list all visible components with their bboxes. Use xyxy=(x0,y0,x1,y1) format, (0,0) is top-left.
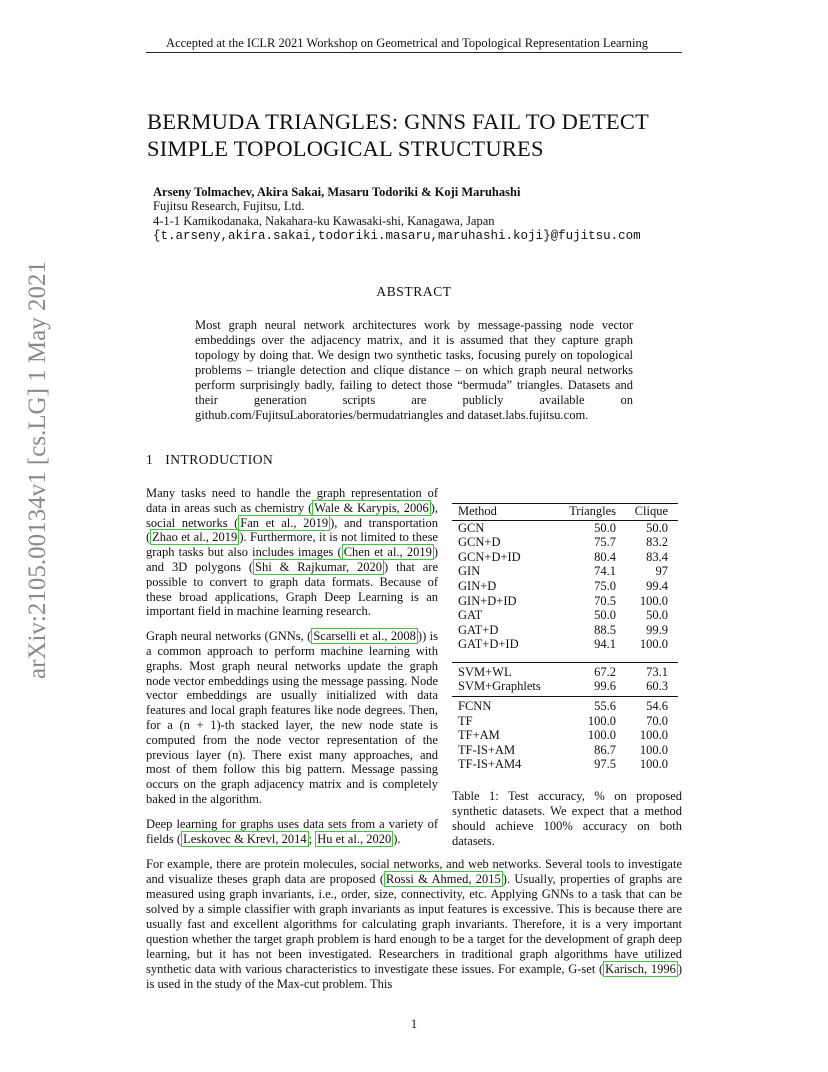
cell-triangles: 67.2 xyxy=(594,664,616,679)
table-row xyxy=(452,594,678,609)
cell-clique: 100.0 xyxy=(639,637,668,652)
text-run: ) that are possible to convert to graph data formats. Because of these broad applications, Graph Deep Learning is an important field in machine learning research. xyxy=(146,559,438,619)
cell-triangles: 99.6 xyxy=(594,679,616,694)
author-affiliation: Fujitsu Research, Fujitsu, Ltd. xyxy=(153,199,305,213)
cell-triangles: 55.6 xyxy=(594,699,616,713)
table-row xyxy=(452,623,678,638)
cell-method: GIN xyxy=(458,564,481,579)
cell-method: FCNN xyxy=(458,699,492,713)
cell-triangles: 75.7 xyxy=(594,535,616,550)
intro-paragraph-2 xyxy=(146,629,438,807)
table-row xyxy=(452,564,678,579)
cell-method: GAT xyxy=(458,608,483,623)
cell-triangles: 94.1 xyxy=(594,637,616,652)
cell-method: GIN+D xyxy=(458,578,497,593)
table-row xyxy=(452,699,678,714)
cell-method: SVM+Graphlets xyxy=(458,679,541,694)
cell-clique: 100.0 xyxy=(639,742,668,757)
section-heading-introduction xyxy=(146,452,273,468)
author-emails[interactable]: {t.arseny,akira.sakai,todoriki.masaru,maruhashi.koji}@fujitsu.com xyxy=(153,229,641,243)
cell-clique: 50.0 xyxy=(646,608,668,623)
cell-clique: 73.1 xyxy=(646,664,668,679)
citation-link[interactable]: Leskovec & Krevl, 2014 xyxy=(183,831,307,846)
author-address: 4-1-1 Kamikodanaka, Nakahara-ku Kawasaki-shi, Kanagawa, Japan xyxy=(153,214,495,228)
cell-triangles: 100.0 xyxy=(587,728,616,743)
section-number: 1 xyxy=(146,452,154,467)
cell-triangles: 97.5 xyxy=(594,757,616,772)
section-title: INTRODUCTION xyxy=(165,452,274,467)
header-rule xyxy=(146,52,682,53)
cell-triangles: 86.7 xyxy=(594,742,616,757)
intro-left-column xyxy=(146,486,438,846)
abstract-heading: ABSTRACT xyxy=(376,284,452,299)
cell-method: GAT+D xyxy=(458,622,499,637)
text-run: )) is a common approach to perform machine learning with graphs. Most graph neural networks update the graph node vector embeddings using the message passing. Node vector embeddings are usually initialized with data features and local graph features like node degrees. Then, for a (n + 1)-th stacked layer, the new node state is computed from the node vector representation of the previous layer (n). There exist many approaches, and most of them follow this big pattern. Message passing occurs on the graph adjacency matrix and is completely baked in the algorithm. xyxy=(146,629,438,806)
cell-triangles: 88.5 xyxy=(594,622,616,637)
cell-clique: 54.6 xyxy=(646,699,668,713)
cell-clique: 70.0 xyxy=(646,713,668,728)
text-run: For example, there are protein molecules, social networks, and web networks. Several tools to investigate and visualize theses graph data are proposed ( xyxy=(146,857,682,886)
citation-link[interactable]: Zhao et al., 2019 xyxy=(152,530,238,545)
text-run: ), social networks ( xyxy=(146,500,438,530)
intro-paragraph-3 xyxy=(146,817,438,847)
title-line-1: BERMUDA TRIANGLES: GNNS FAIL TO DETECT xyxy=(147,109,649,134)
text-run: ). Furthermore, it is not limited to these graph tasks but also includes images ( xyxy=(146,530,438,560)
cell-triangles: 74.1 xyxy=(594,564,616,579)
table-row xyxy=(452,665,678,680)
cell-method: GCN+D xyxy=(458,535,501,550)
cell-method: GIN+D+ID xyxy=(458,593,517,608)
cell-clique: 100.0 xyxy=(639,593,668,608)
running-header: Accepted at the ICLR 2021 Workshop on Geometrical and Topological Representation Learning xyxy=(166,36,648,50)
table-row xyxy=(452,728,678,743)
citation-link[interactable]: Fan et al., 2019 xyxy=(240,515,329,530)
text-run: Deep learning for graphs uses data sets from a variety of fields ( xyxy=(146,816,438,846)
text-run: ), and transportation ( xyxy=(146,515,438,545)
cell-method: GAT+D+ID xyxy=(458,637,519,652)
table-row xyxy=(452,535,678,550)
citation-link[interactable]: Hu et al., 2020 xyxy=(317,831,392,846)
text-run: ) and 3D polygons ( xyxy=(146,545,439,574)
citation-link[interactable]: Shi & Rajkumar, 2020 xyxy=(255,559,383,574)
cell-method: GCN xyxy=(458,520,485,535)
cell-triangles: 80.4 xyxy=(594,549,616,564)
table-row xyxy=(452,757,678,772)
intro-paragraph-1 xyxy=(146,486,438,619)
table-row xyxy=(452,714,678,729)
cell-method: SVM+WL xyxy=(458,664,512,679)
column-header-triangles: Triangles xyxy=(569,504,616,518)
text-run: Graph neural networks (GNNs, ( xyxy=(146,629,312,644)
table-row xyxy=(452,550,678,565)
column-header-clique: Clique xyxy=(634,504,668,518)
table-row xyxy=(452,608,678,623)
cell-clique: 83.4 xyxy=(646,549,668,564)
author-names: Arseny Tolmachev, Akira Sakai, Masaru Todoriki & Koji Maruhashi xyxy=(153,185,521,199)
table-header-row xyxy=(452,504,678,519)
table-row xyxy=(452,521,678,536)
citation-link[interactable]: Chen et al., 2019 xyxy=(343,545,432,560)
table-group-rule xyxy=(452,662,678,663)
table-caption: Table 1: Test accuracy, % on proposed synthetic datasets. We expect that a method should achieve 100% accuracy on both datasets. xyxy=(452,789,682,848)
cell-clique: 50.0 xyxy=(646,520,668,535)
cell-clique: 97 xyxy=(655,564,668,579)
cell-clique: 99.9 xyxy=(646,622,668,637)
cell-triangles: 100.0 xyxy=(587,713,616,728)
cell-clique: 100.0 xyxy=(639,757,668,772)
text-run: ) is used in the study of the Max-cut problem. This xyxy=(146,962,682,991)
cell-method: TF xyxy=(458,713,473,728)
cell-method: GCN+D+ID xyxy=(458,549,521,564)
cell-clique: 99.4 xyxy=(646,578,668,593)
cell-clique: 100.0 xyxy=(639,728,668,743)
cell-method: TF-IS+AM4 xyxy=(458,757,522,772)
title-line-2: SIMPLE TOPOLOGICAL STRUCTURES xyxy=(147,136,544,161)
citation-link[interactable]: Scarselli et al., 2008 xyxy=(313,629,416,644)
abstract-text: Most graph neural network architectures work by message-passing node vector embeddings over the adjacency matrix, and it is assumed that they capture graph topology by doing that. We design two synthetic tasks, focusing purely on topological problems – triangle detection and clique distance – on which graph neural networks perform surprisingly badly, failing to detect those “bermuda” triangles. Datasets and their generation scripts are publicly available on github.com/FujitsuLaboratories/bermudatriangles and dataset.labs.fujitsu.com. xyxy=(195,318,633,422)
paper-title xyxy=(147,108,707,162)
table-row xyxy=(452,637,678,652)
table-group-rule xyxy=(452,696,678,697)
cell-triangles: 75.0 xyxy=(594,578,616,593)
citation-link[interactable]: Karisch, 1996 xyxy=(605,962,676,976)
table-row xyxy=(452,579,678,594)
cell-clique: 60.3 xyxy=(646,679,668,694)
cell-triangles: 50.0 xyxy=(594,608,616,623)
table-row xyxy=(452,679,678,694)
cell-triangles: 50.0 xyxy=(594,520,616,535)
intro-full-width-paragraph xyxy=(146,857,682,992)
cell-method: TF+AM xyxy=(458,728,500,743)
cell-triangles: 70.5 xyxy=(594,593,616,608)
text-run: ). xyxy=(393,831,401,846)
text-run: ). Usually, properties of graphs are measured using graph invariants, i.e., order, size, connectivity, etc. Applying GNNs to a task that can be solved by a simple classifier with graph invariants as input features is excessive. This is because there are usually fast and excellent algorithms for calculating graph invariants. Therefore, it is a very important question whether the target graph problem is hard enough to be a target for the development of graph deep learning, but it has not been investigated. Researchers in traditional graph algorithms have utilized synthetic data with various characteristics to investigate these issues. For example, G-set ( xyxy=(146,872,683,976)
citation-link[interactable]: Rossi & Ahmed, 2015 xyxy=(386,872,501,886)
table-row xyxy=(452,743,678,758)
arxiv-identifier: arXiv:2105.00134v1 [cs.LG] 1 May 2021 xyxy=(24,261,51,679)
column-header-method: Method xyxy=(458,504,497,518)
citation-link[interactable]: Wale & Karypis, 2006 xyxy=(314,500,429,515)
page-number: 1 xyxy=(410,1017,418,1031)
text-run: ; xyxy=(308,831,316,846)
text-run: Many tasks need to handle the graph representation of data in areas such as chemistry ( xyxy=(146,486,438,515)
cell-clique: 83.2 xyxy=(646,535,668,550)
cell-method: TF-IS+AM xyxy=(458,742,516,757)
